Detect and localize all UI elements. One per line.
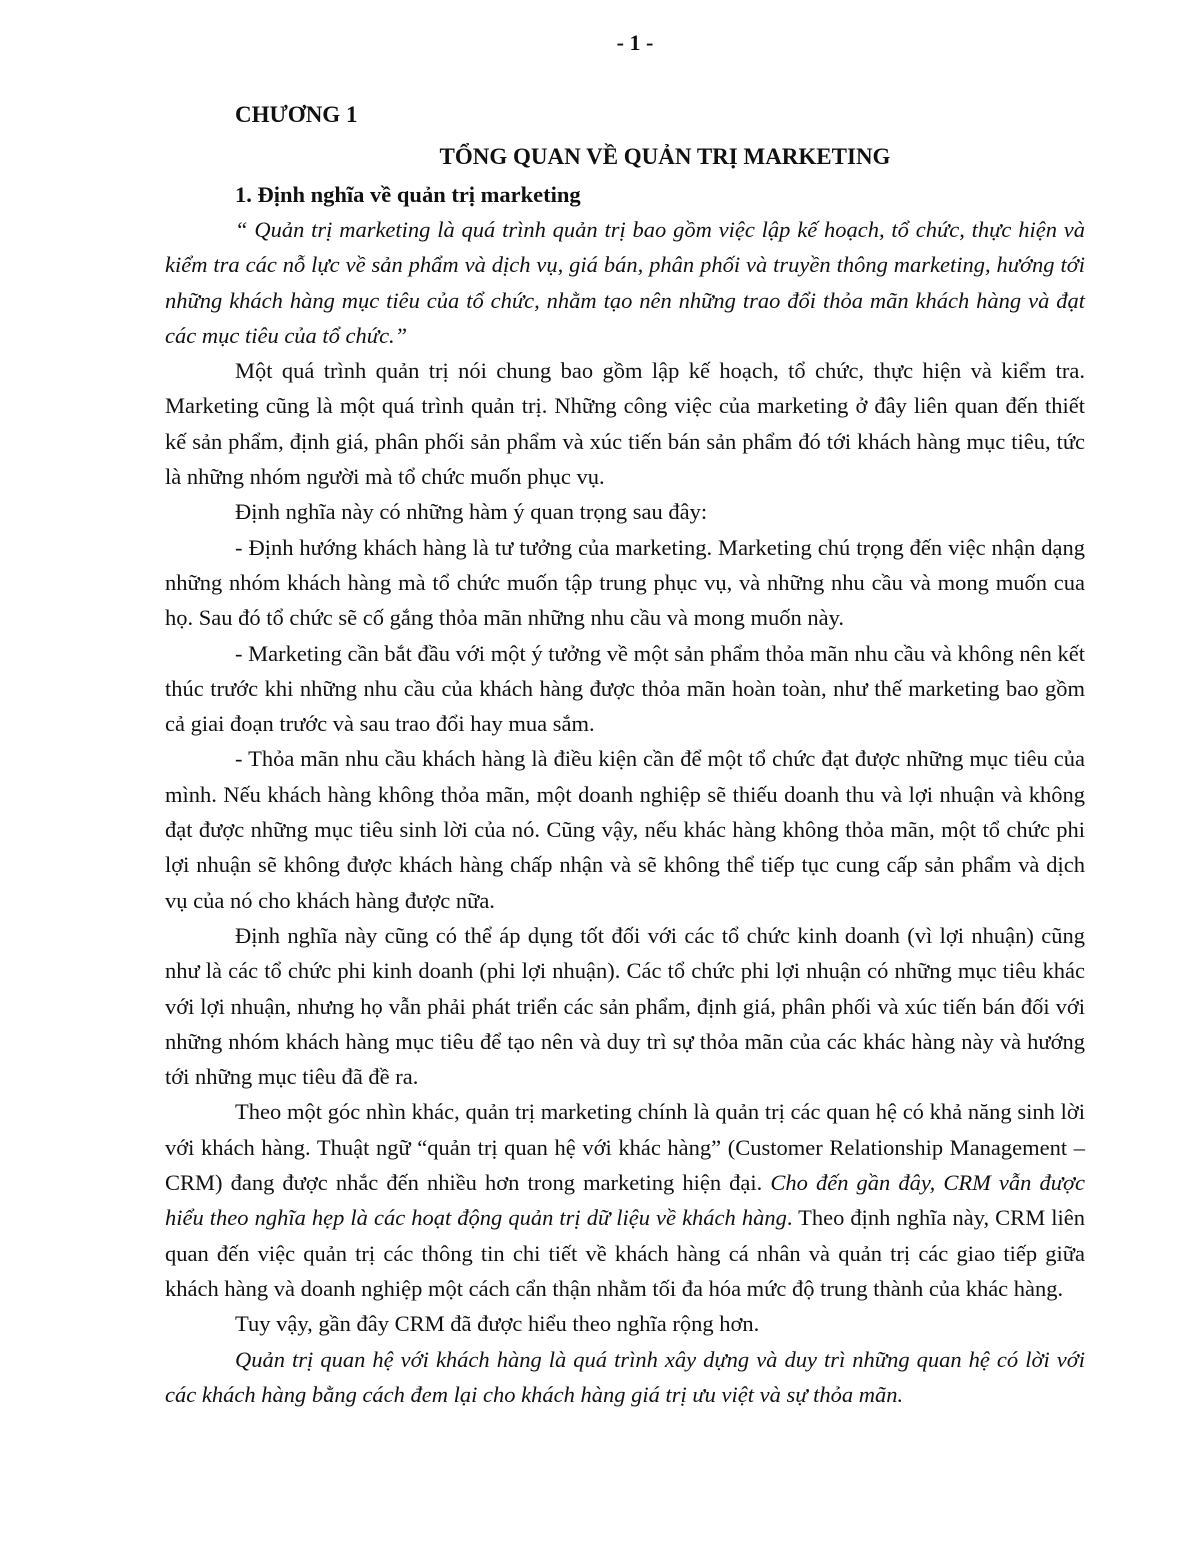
crm-text-italic: Cho đến gần đây, CRM vẫn được hiểu theo nghĩa hẹp là các hoạt động quản trị dữ liệu về khách hàng (165, 1170, 1085, 1231)
paragraph-crm (165, 1094, 1085, 1306)
crm-text-part-2: . Theo định nghĩa này, CRM liên quan đến việc quản trị các thông tin chi tiết về khách hàng cá nhân và quản trị các giao tiếp giữa khách hàng và doanh nghiệp một cách cẩn thận nhằm tối đa hóa mức độ trung thành của khác hàng. (165, 1205, 1085, 1301)
paragraph-customer-orientation: - Định hướng khách hàng là tư tưởng của marketing. Marketing chú trọng đến việc nhận dạng những nhóm khách hàng mà tổ chức muốn tập trung phục vụ, và những nhu cầu và mong muốn cua họ. Sau đó tổ chức sẽ cố gắng thỏa mãn những nhu cầu và mong muốn này. (165, 534, 1085, 631)
section-heading: 1. Định nghĩa về quản trị marketing (235, 182, 581, 207)
paragraph-management-process: Một quá trình quản trị nói chung bao gồm lập kế hoạch, tổ chức, thực hiện và kiểm tra. Marketing cũng là một quá trình quản trị. Những công việc của marketing ở đây liên quan đến thiết kế sản phẩm, định giá, phân phối sản phẩm và xúc tiến bán sản phẩm đó tới khách hàng mục tiêu, tức là những nhóm người mà tổ chức muốn phục vụ. (165, 358, 1085, 490)
paragraph-idea-to-satisfaction: - Marketing cần bắt đầu với một ý tưởng về một sản phẩm thỏa mãn nhu cầu và không nên kết thúc trước khi những nhu cầu của khách hàng được thỏa mãn hoàn toàn, như thế marketing bao gồm cả giai đoạn trước và sau trao đổi hay mua sắm. (165, 640, 1085, 737)
definition-quote: “ Quản trị marketing là quá trình quản trị bao gồm việc lập kế hoạch, tổ chức, thực hiện và kiểm tra các nỗ lực về sản phẩm và dịch vụ, giá bán, phân phối và truyền thông marketing, hướng tới những khách hàng mục tiêu của tổ chức, nhằm tạo nên những trao đổi thỏa mãn khách hàng và đạt các mục tiêu của tổ chức.” (165, 217, 1085, 348)
page-content (165, 98, 1085, 1412)
paragraph-implications-intro: Định nghĩa này có những hàm ý quan trọng sau đây: (235, 499, 708, 525)
crm-text-part-1: Theo một góc nhìn khác, quản trị marketing chính là quản trị các quan hệ có khả năng sinh lời với khách hàng. Thuật ngữ “quản trị quan hệ với khác hàng” (Customer Relationship Management – CRM) đang được nhắc đến nhiều hơn trong marketing hiện đại. (165, 1099, 1085, 1196)
paragraph-crm-definition: Quản trị quan hệ với khách hàng là quá trình xây dựng và duy trì những quan hệ có lời với các khách hàng bằng cách đem lại cho khách hàng giá trị ưu việt và sự thỏa mãn. (165, 1346, 1085, 1407)
chapter-label: CHƯƠNG 1 (235, 102, 358, 127)
paragraph-crm-broader: Tuy vậy, gần đây CRM đã được hiểu theo nghĩa rộng hơn. (235, 1311, 760, 1337)
chapter-title: TỔNG QUAN VỀ QUẢN TRỊ MARKETING (439, 144, 891, 169)
paragraph-business-and-nonprofit: Định nghĩa này cũng có thể áp dụng tốt đối với các tổ chức kinh doanh (vì lợi nhuận) cũng như là các tổ chức phi kinh doanh (phi lợi nhuận). Các tổ chức phi lợi nhuận có những mục tiêu khác với lợi nhuận, nhưng họ vẫn phải phát triển các sản phẩm, định giá, phân phối và xúc tiến bán đối với những nhóm khách hàng mục tiêu để tạo nên và duy trì sự thỏa mãn của các khác hàng này và hướng tới những mục tiêu đã đề ra. (165, 922, 1085, 1090)
page-number: - 1 - (616, 30, 654, 55)
paragraph-satisfaction-condition: - Thỏa mãn nhu cầu khách hàng là điều kiện cần để một tổ chức đạt được những mục tiêu của mình. Nếu khách hàng không thỏa mãn, một doanh nghiệp sẽ thiếu doanh thu và lợi nhuận và không đạt được những mục tiêu sinh lời của nó. Cũng vậy, nếu khác hàng không thỏa mãn, một tổ chức phi lợi nhuận sẽ không được khách hàng chấp nhận và sẽ không thể tiếp tục cung cấp sản phẩm và dịch vụ của nó cho khách hàng được nữa. (165, 746, 1085, 913)
